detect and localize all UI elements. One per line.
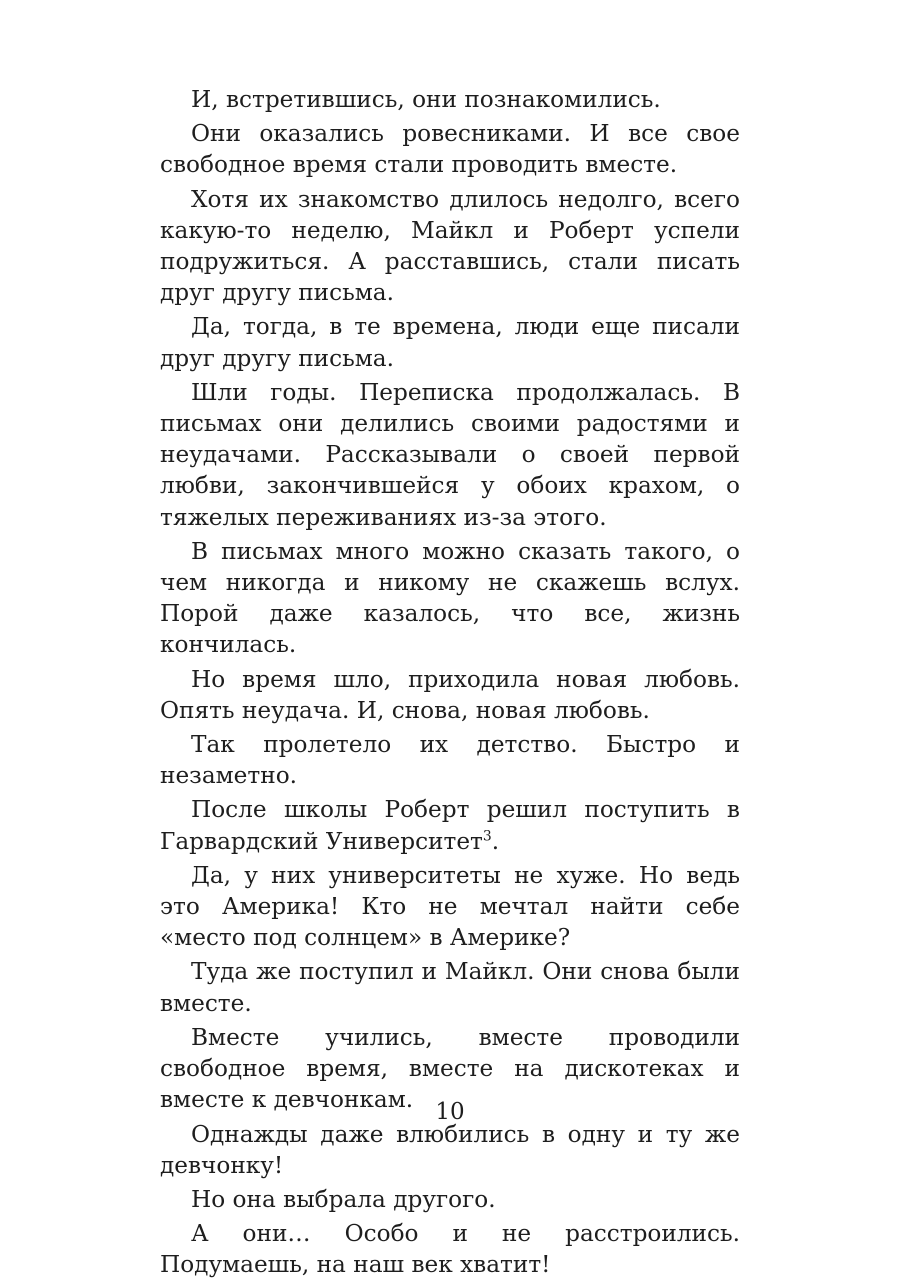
footnote-reference[interactable]: 3 [482,827,492,844]
paragraph: Так пролетело их детство. Быстро и незаметно. [160,731,740,790]
paragraph: Но она выбрала другого. [191,1185,496,1213]
paragraph: Шли годы. Переписка продолжалась. В письмах они делились своими радостями и неудачами. Рассказывали о своей первой любви, закончившейся у обоих крахом, о тяжелых переживаниях из-за этого. [160,378,740,531]
paragraph: Вместе учились, вместе проводили свободное время, вместе на дискотеках и вместе к девчонкам. [160,1023,740,1114]
paragraph-text-end: . [491,827,500,855]
paragraph: Но время шло, приходила новая любовь. Опять неудача. И, снова, новая любовь. [160,665,740,724]
paragraph: А они… Особо и не расстроились. Подумаешь, на наш век хватит! [160,1220,740,1279]
paragraph-with-footnote [160,794,740,856]
paragraph-text: После школы Роберт решил поступить в Гарвардский Университет [160,796,740,855]
page-number: 10 [435,1099,465,1125]
paragraph: И, встретившись, они познакомились. [191,86,661,113]
paragraph: Они оказались ровесниками. И все свое свободное время стали проводить вместе. [160,120,740,179]
paragraph: Туда же поступил и Майкл. Они снова были вместе. [160,958,740,1017]
paragraph: В письмах много можно сказать такого, о чем никогда и никому не скажешь вслух. Порой даже казалось, что все, жизнь кончилась. [160,537,740,659]
paragraph: Да, тогда, в те времена, люди еще писали друг другу письма. [160,313,740,372]
paragraph: Да, у них университеты не хуже. Но ведь это Америка! Кто не мечтал найти себе «место под солнцем» в Америке? [160,861,740,952]
paragraph: Хотя их знакомство длилось недолго, всего какую-то неделю, Майкл и Роберт успели подружиться. А расставшись, стали писать друг другу письма. [160,185,740,307]
paragraph: Однажды даже влюбились в одну и ту же девчонку! [160,1120,740,1179]
